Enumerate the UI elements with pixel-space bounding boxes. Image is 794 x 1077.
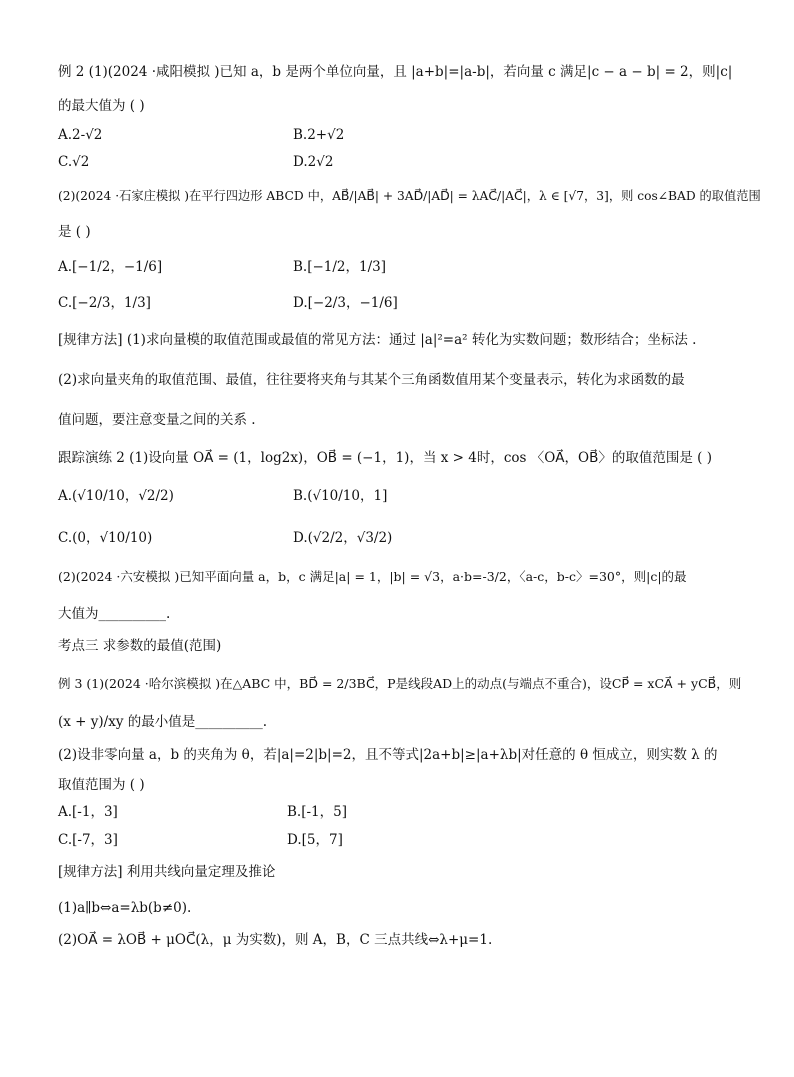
method2-line3: (2)OA⃗ = λOB⃗ + μOC⃗(λ，μ 为实数)，则 A，B，C 三点共线⇔λ+μ=1. xyxy=(58,932,493,948)
practice2-q1-line1: 跟踪演练 2 (1)设向量 OA⃗ = (1，log2x)，OB⃗ = (−1，1)，当 x > 4时，cos 〈OA⃗，OB⃗〉的取值范围是 ( ) xyxy=(58,450,712,466)
example3-q2-line1: (2)设非零向量 a，b 的夹角为 θ，若|a|=2|b|=2，且不等式|2a+b|≥|a+λb|对任意的 θ 恒成立，则实数 λ 的 xyxy=(58,747,718,763)
method2-line2: (1)a∥b⇔a=λb(b≠0). xyxy=(58,900,192,916)
example3-q1-line2: (x + y)/xy 的最小值是__________. xyxy=(58,714,268,730)
method1-line2: (2)求向量夹角的取值范围、最值，往往要将夹角与其某个三角函数值用某个变量表示，转化为求函数的最 xyxy=(58,372,685,388)
method1-line3: 值问题，要注意变量之间的关系 . xyxy=(58,412,256,428)
example2-q2-option-a: A.[−1/2，−1/6] xyxy=(58,259,163,275)
example3-q1-line1: 例 3 (1)(2024 ·哈尔滨模拟 )在△ABC 中，BD⃗ = 2/3BC⃗，P是线段AD上的动点(与端点不重合)，设CP⃗ = xCA⃗ + yCB⃗，则 xyxy=(58,676,742,691)
example2-q1-option-b: B.2+√2 xyxy=(293,127,345,143)
example2-q1-option-c: C.√2 xyxy=(58,154,90,170)
example2-q2-line2: 是 ( ) xyxy=(58,224,91,240)
example2-q1-line2: 的最大值为 ( ) xyxy=(58,98,145,114)
example2-q2-option-b: B.[−1/2，1/3] xyxy=(293,259,387,275)
example2-q1-option-a: A.2-√2 xyxy=(58,127,103,143)
section3-heading: 考点三 求参数的最值(范围) xyxy=(58,638,222,654)
example2-q1-option-d: D.2√2 xyxy=(293,154,334,170)
example3-q2-option-d: D.[5，7] xyxy=(287,832,343,848)
example3-q2-option-a: A.[-1，3] xyxy=(58,804,118,820)
example3-q2-line2: 取值范围为 ( ) xyxy=(58,777,145,793)
method2-line1: [规律方法] 利用共线向量定理及推论 xyxy=(58,864,276,880)
example2-q1-line1: 例 2 (1)(2024 ·咸阳模拟 )已知 a，b 是两个单位向量，且 |a+b|=|a-b|，若向量 c 满足|c − a − b| = 2，则|c| xyxy=(58,64,733,80)
practice2-q1-option-d: D.(√2/2，√3/2) xyxy=(293,530,393,546)
example3-q2-option-b: B.[-1，5] xyxy=(287,804,347,820)
example2-q2-option-d: D.[−2/3，−1/6] xyxy=(293,295,398,311)
example2-q2-option-c: C.[−2/3，1/3] xyxy=(58,295,151,311)
example3-q2-option-c: C.[-7，3] xyxy=(58,832,118,848)
practice2-q1-option-a: A.(√10/10，√2/2) xyxy=(58,488,174,504)
practice2-q1-option-b: B.(√10/10，1] xyxy=(293,488,388,504)
practice2-q2-line1: (2)(2024 ·六安模拟 )已知平面向量 a，b，c 满足|a| = 1，|b| = √3，a·b=-3/2，〈a-c，b-c〉=30°，则|c|的最 xyxy=(58,569,687,584)
method1-line1: [规律方法] (1)求向量模的取值范围或最值的常见方法：通过 |a|²=a² 转化为实数问题；数形结合；坐标法 . xyxy=(58,332,697,348)
practice2-q2-line2: 大值为__________. xyxy=(58,606,171,622)
example2-q2-line1: (2)(2024 ·石家庄模拟 )在平行四边形 ABCD 中，AB⃗/|AB⃗| + 3AD⃗/|AD⃗| = λAC⃗/|AC⃗|，λ ∈ [√7，3]，则 cos∠BAD 的取值范围 xyxy=(58,189,761,203)
practice2-q1-option-c: C.(0，√10/10) xyxy=(58,530,153,546)
